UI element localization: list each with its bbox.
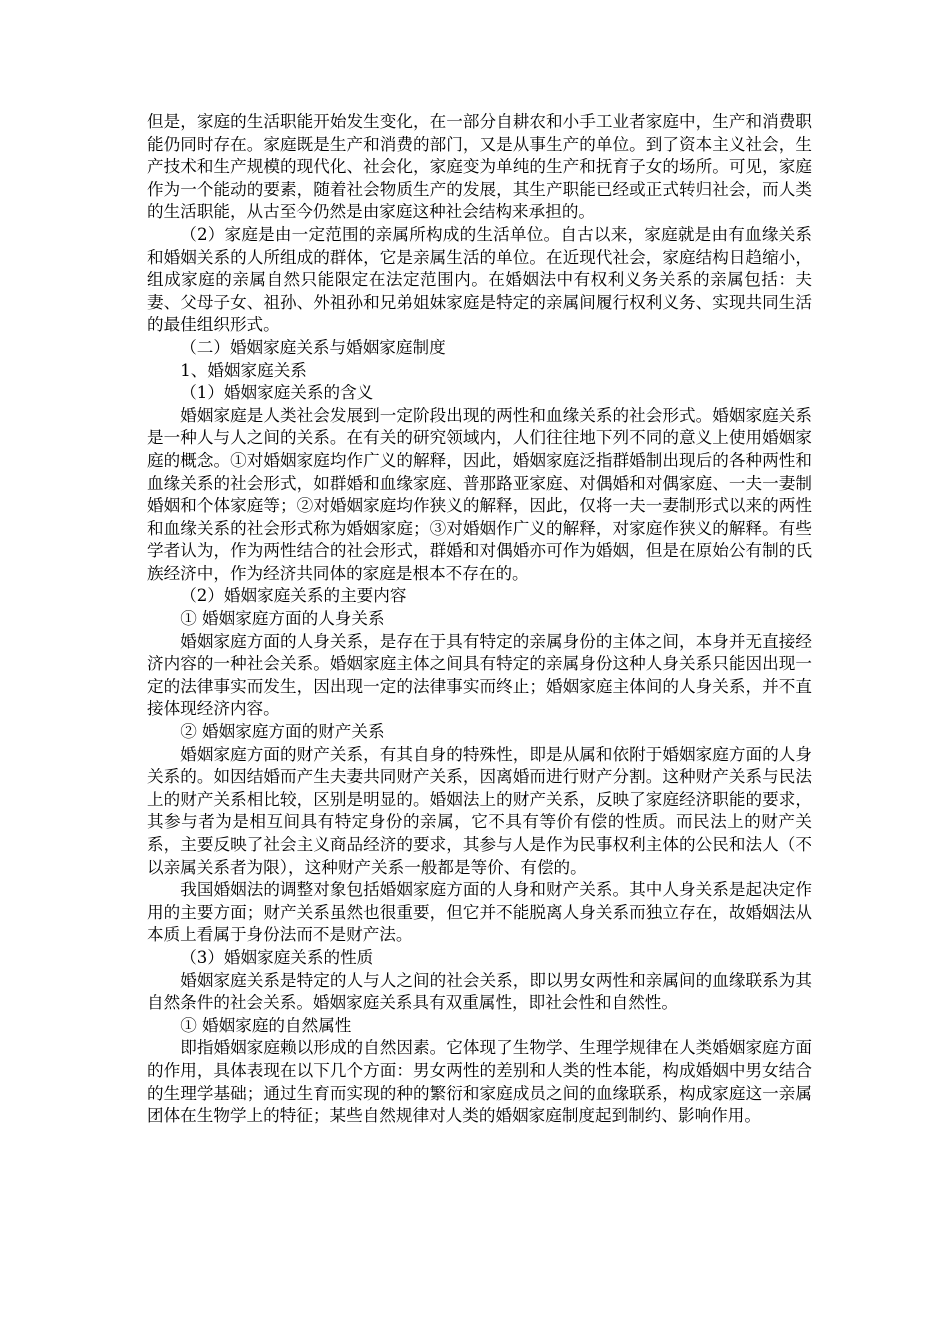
- paragraph-meaning: 婚姻家庭是人类社会发展到一定阶段出现的两性和血缘关系的社会形式。婚姻家庭关系是一种人与人之间的关系。在有关的研究领域内，人们往往地下列不同的意义上使用婚姻家庭的概念。①对婚姻家庭均作广义的解释，因此，婚姻家庭泛指群婚制出现后的各种两性和血缘关系的社会形式，如群婚和血缘家庭、普那路亚家庭、对偶婚和对偶家庭、一夫一妻制婚姻和个体家庭等；②对婚姻家庭均作狭义的解释，因此，仅将一夫一妻制形式以来的两性和血缘关系的社会形式称为婚姻家庭；③对婚姻作广义的解释，对家庭作狭义的解释。有些学者认为，作为两性结合的社会形式，群婚和对偶婚亦可作为婚姻，但是在原始公有制的氏族经济中，作为经济共同体的家庭是根本不存在的。: [147, 405, 812, 583]
- document-page: [147, 111, 812, 1128]
- paragraph-adjustment-object: 我国婚姻法的调整对象包括婚姻家庭方面的人身和财产关系。其中人身关系是起决定作用的主要方面；财产关系虽然也很重要，但它并不能脱离人身关系而独立存在，故婚姻法从本质上看属于身份法而不是财产法。: [147, 880, 812, 945]
- subheading-main-content: （2）婚姻家庭关系的主要内容: [180, 586, 407, 606]
- paragraph-family-kinship-unit: （2）家庭是由一定范围的亲属所构成的生活单位。自古以来，家庭就是由有血缘关系和婚姻关系的人所组成的群体，它是亲属生活的单位。在近现代社会，家庭结构日趋缩小，组成家庭的亲属自然只能限定在法定范围内。在婚姻法中有权利义务关系的亲属包括：夫妻、父母子女、祖孙、外祖孙和兄弟姐妹家庭是特定的亲属间履行权利义务、实现共同生活的最佳组织形式。: [147, 224, 812, 335]
- subheading-meaning: （1）婚姻家庭关系的含义: [180, 383, 374, 403]
- paragraph-family-life-function: 但是，家庭的生活职能开始发生变化，在一部分自耕农和小手工业者家庭中，生产和消费职能仍同时存在。家庭既是生产和消费的部门，又是从事生产的单位。到了资本主义社会，生产技术和生产规模的现代化、社会化，家庭变为单纯的生产和抚育子女的场所。可见，家庭作为一个能动的要素，随着社会物质生产的发展，其生产职能已经或正式转归社会，而人类的生活职能，从古至今仍然是由家庭这种社会结构来承担的。: [147, 112, 812, 222]
- subheading-nature: （3）婚姻家庭关系的性质: [180, 947, 374, 967]
- paragraph-personal-relations: 婚姻家庭方面的人身关系，是存在于具有特定的亲属身份的主体之间，本身并无直接经济内容的一种社会关系。婚姻家庭主体之间具有特定的亲属身份这种人身关系只能因出现一定的法律事实而发生，因出现一定的法律事实而终止；婚姻家庭主体间的人身关系，并不直接体现经济内容。: [147, 631, 812, 719]
- item-heading-natural-attribute: ① 婚姻家庭的自然属性: [180, 1015, 352, 1035]
- paragraph-natural-attribute: 即指婚姻家庭赖以形成的自然因素。它体现了生物学、生理学规律在人类婚姻家庭方面的作用，具体表现在以下几个方面：男女两性的差别和人类的性本能，构成婚姻中男女结合的生理学基础；通过生育而实现的种的繁衍和家庭成员之间的血缘联系，构成家庭这一亲属团体在生物学上的特征；某些自然规律对人类的婚姻家庭制度起到制约、影响作用。: [147, 1038, 812, 1126]
- item-heading-property-relations: ② 婚姻家庭方面的财产关系: [180, 722, 385, 742]
- subsection-heading-marriage-family-relations: 1、婚姻家庭关系: [180, 360, 307, 380]
- section-heading-marriage-family-relations: （二）婚姻家庭关系与婚姻家庭制度: [180, 337, 446, 357]
- paragraph-property-relations: 婚姻家庭方面的财产关系，有其自身的特殊性，即是从属和依附于婚姻家庭方面的人身关系的。如因结婚而产生夫妻共同财产关系，因离婚而进行财产分割。这种财产关系与民法上的财产关系相比较，区别是明显的。婚姻法上的财产关系，反映了家庭经济职能的要求，其参与者为是相互间具有特定身份的亲属，它不具有等价有偿的性质。而民法上的财产关系，主要反映了社会主义商品经济的要求，其参与人是作为民事权利主体的公民和法人（不以亲属关系者为限），这种财产关系一般都是等价、有偿的。: [147, 744, 812, 877]
- paragraph-nature: 婚姻家庭关系是特定的人与人之间的社会关系，即以男女两性和亲属间的血缘联系为其自然条件的社会关系。婚姻家庭关系具有双重属性，即社会性和自然性。: [147, 970, 812, 1013]
- item-heading-personal-relations: ① 婚姻家庭方面的人身关系: [180, 609, 385, 629]
